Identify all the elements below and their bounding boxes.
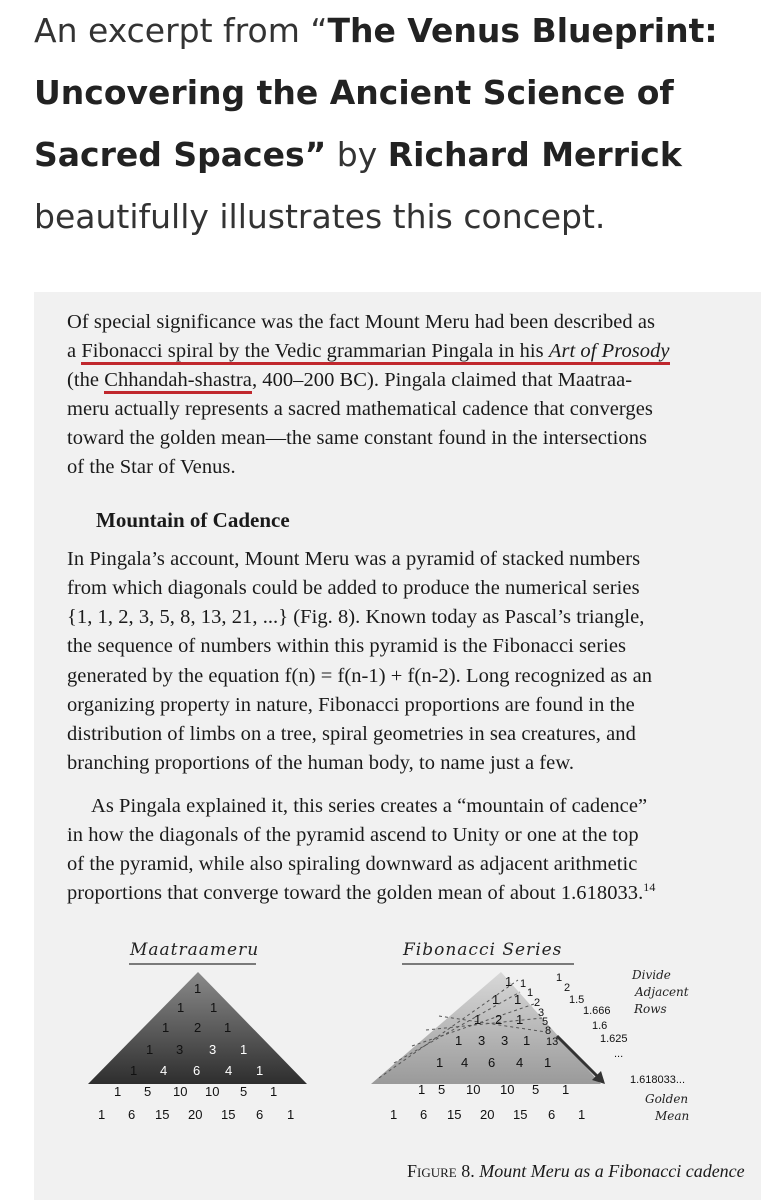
p2-line-6: organizing property in nature, Fibonacci proportions are found in the	[67, 694, 635, 716]
intro-line-3: Sacred Spaces” by Richard Merrick	[34, 135, 682, 174]
p1-line-5: toward the golden mean—the same constant found in the intersections	[67, 427, 648, 449]
author-name: Richard Merrick	[387, 135, 682, 174]
ratio-1: 2	[564, 982, 571, 994]
right-r5-c4: 5	[532, 1082, 540, 1097]
right-r4-c2: 6	[488, 1055, 496, 1070]
right-r2-c2: 1	[516, 1012, 524, 1027]
fib-sum-4: 5	[542, 1016, 549, 1028]
ratio-3: 1.666	[583, 1005, 611, 1017]
fib-sum-6: 13	[546, 1036, 559, 1048]
right-r6-c5: 6	[548, 1107, 556, 1122]
note-rows: Rows	[634, 1002, 667, 1016]
left-r0-c0: 1	[194, 981, 202, 996]
right-r0-c0: 1	[505, 974, 513, 989]
left-r6-c6: 1	[287, 1107, 295, 1122]
right-r3-c2: 3	[501, 1033, 509, 1048]
section-heading: Mountain of Cadence	[96, 508, 290, 532]
right-r3-c0: 1	[455, 1033, 463, 1048]
p1-line-3: (the Chhandah-shastra, 400–200 BC). Pingala claimed that Maatraa-	[67, 366, 632, 395]
right-r4-c3: 4	[516, 1055, 524, 1070]
left-r3-c3: 1	[240, 1042, 248, 1057]
book-title-part-1: The Venus Blueprint:	[327, 11, 718, 50]
right-r5-c1: 5	[438, 1082, 446, 1097]
p1-line-1: Of special significance was the fact Mount Meru had been described as	[67, 311, 656, 333]
right-r6-c3: 20	[480, 1107, 495, 1122]
p2-line-4: the sequence of numbers within this pyramid is the Fibonacci series	[67, 635, 627, 657]
left-r3-c0: 1	[146, 1042, 154, 1057]
p1-line-2: a Fibonacci spiral by the Vedic grammarian Pingala in his Art of Prosody	[67, 337, 670, 366]
right-r4-c0: 1	[436, 1055, 444, 1070]
p1-line-6: of the Star of Venus.	[67, 456, 236, 478]
right-r6-c2: 15	[447, 1107, 462, 1122]
p3-line-2: in how the diagonals of the pyramid ascend to Unity or one at the top	[67, 824, 639, 846]
right-r5-c0: 1	[418, 1082, 426, 1097]
p2-line-7: distribution of limbs on a tree, spiral geometries in sea creatures, and	[67, 723, 636, 745]
left-r2-c2: 1	[224, 1020, 232, 1035]
p2-line-3: {1, 1, 2, 3, 5, 8, 13, 21, ...} (Fig. 8). Known today as Pascal’s triangle,	[67, 606, 645, 628]
intro-line-2	[34, 62, 744, 124]
left-r6-c0: 1	[98, 1107, 106, 1122]
right-r6-c4: 15	[513, 1107, 528, 1122]
right-r2-c0: 1	[474, 1012, 482, 1027]
left-r5-c1: 5	[144, 1084, 152, 1099]
left-r2-c0: 1	[162, 1020, 170, 1035]
right-r5-c3: 10	[500, 1082, 515, 1097]
golden-ratio-value: 1.618033...	[630, 1074, 686, 1086]
p1-line-4: meru actually represents a sacred mathematical cadence that converges	[67, 398, 653, 420]
right-r5-c5: 1	[562, 1082, 570, 1097]
footnote-marker: 14	[643, 880, 656, 895]
left-figure-title: Maatraameru	[130, 940, 260, 960]
left-r1-c0: 1	[177, 1000, 185, 1015]
right-r6-c6: 1	[578, 1107, 586, 1122]
left-r6-c3: 20	[188, 1107, 203, 1122]
intro-text	[34, 0, 744, 248]
left-r6-c5: 6	[256, 1107, 264, 1122]
underlined-phrase: Fibonacci spiral by the Vedic grammarian Pingala in his Art of Prosody	[81, 340, 669, 365]
right-r3-c3: 1	[523, 1033, 531, 1048]
left-r3-c1: 3	[176, 1042, 184, 1057]
p3-line-1: As Pingala explained it, this series creates a “mountain of cadence”	[91, 795, 648, 817]
fib-sum-3: 3	[538, 1007, 545, 1019]
right-r1-c1: 1	[514, 992, 522, 1007]
ratio-5: 1.625	[600, 1033, 628, 1045]
ratio-0: 1	[556, 972, 563, 984]
left-r4-c2: 6	[193, 1063, 201, 1078]
p2-line-8: branching proportions of the human body, to name just a few.	[67, 752, 575, 774]
left-r1-c1: 1	[210, 1000, 218, 1015]
p2-line-5: generated by the equation f(n) = f(n-1) + f(n-2). Long recognized as an	[67, 665, 653, 687]
right-r1-c0: 1	[492, 992, 500, 1007]
fib-sum-5: 8	[545, 1025, 552, 1037]
left-r3-c2: 3	[209, 1042, 217, 1057]
left-r5-c0: 1	[114, 1084, 122, 1099]
p3-line-3: of the pyramid, while also spiraling downward as adjacent arithmetic	[67, 853, 638, 875]
book-title-part-2: Uncovering the Ancient Science of	[34, 73, 674, 112]
fib-sum-2: 2	[534, 997, 541, 1009]
right-r6-c1: 6	[420, 1107, 428, 1122]
fib-sum-1: 1	[527, 987, 534, 999]
left-r5-c5: 1	[270, 1084, 278, 1099]
book-title-part-3: Sacred Spaces”	[34, 135, 327, 174]
ratio-4: 1.6	[592, 1020, 608, 1032]
ratio-ellipsis: ...	[614, 1048, 624, 1060]
right-r5-c2: 10	[466, 1082, 481, 1097]
p3-line-4: proportions that converge toward the golden mean of about 1.618033.14	[67, 880, 656, 904]
left-r4-c3: 4	[225, 1063, 233, 1078]
right-r2-c1: 2	[495, 1012, 503, 1027]
note-adjacent: Adjacent	[635, 985, 689, 999]
left-r4-c1: 4	[160, 1063, 168, 1078]
note-mean: Mean	[655, 1109, 690, 1123]
left-r6-c4: 15	[221, 1107, 236, 1122]
p2-line-1: In Pingala’s account, Mount Meru was a pyramid of stacked numbers	[67, 548, 641, 570]
left-r5-c3: 10	[205, 1084, 220, 1099]
left-r2-c1: 2	[194, 1020, 202, 1035]
right-r3-c1: 3	[478, 1033, 486, 1048]
book-excerpt-image	[34, 292, 761, 1200]
left-r6-c1: 6	[128, 1107, 136, 1122]
left-r4-c4: 1	[256, 1063, 264, 1078]
underlined-term: Chhandah-shastra	[104, 369, 252, 394]
ratio-2: 1.5	[569, 994, 585, 1006]
note-divide: Divide	[632, 968, 671, 982]
fib-sum-0: 1	[520, 978, 527, 990]
p2-line-2: from which diagonals could be added to produce the numerical series	[67, 577, 640, 599]
left-r5-c2: 10	[173, 1084, 188, 1099]
right-r4-c1: 4	[461, 1055, 469, 1070]
right-figure-title: Fibonacci Series	[403, 940, 563, 960]
left-r4-c0: 1	[130, 1063, 138, 1078]
intro-line-1: An excerpt from “The Venus Blueprint:	[34, 11, 718, 50]
left-r5-c4: 5	[240, 1084, 248, 1099]
right-r4-c4: 1	[544, 1055, 552, 1070]
left-r6-c2: 15	[155, 1107, 170, 1122]
figure-caption: Figure 8. Mount Meru as a Fibonacci cadence	[407, 1161, 745, 1181]
figure-8	[34, 932, 761, 1200]
intro-line-4: beautifully illustrates this concept.	[34, 197, 606, 236]
right-r6-c0: 1	[390, 1107, 398, 1122]
note-golden: Golden	[645, 1092, 689, 1106]
